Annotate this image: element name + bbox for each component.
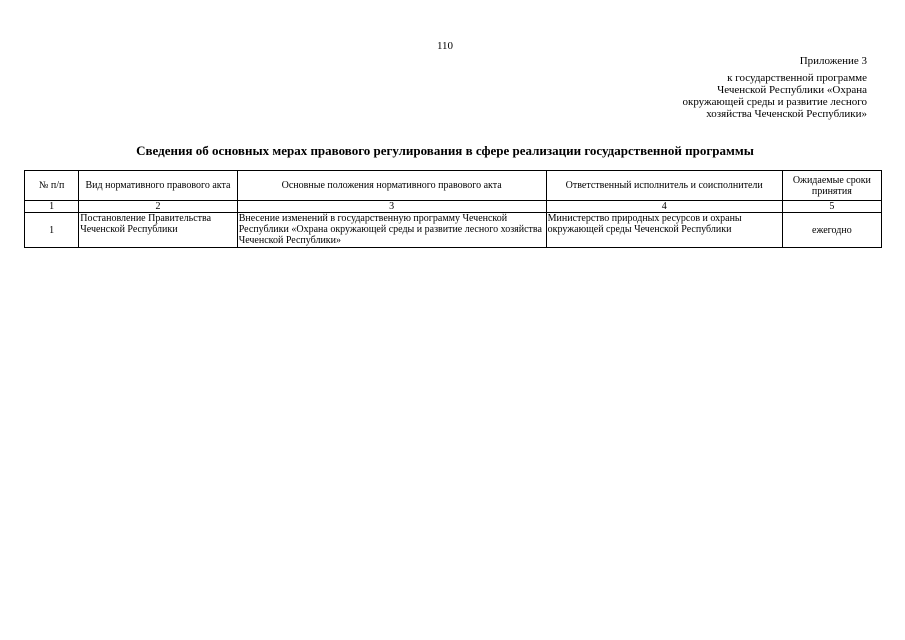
header-deadline: Ожидаемые сроки принятия xyxy=(782,171,881,201)
table-row xyxy=(25,213,882,248)
cell-deadline: ежегодно xyxy=(782,213,881,248)
appendix-subtitle xyxy=(607,72,867,120)
appendix-subtitle-line: к государственной программе xyxy=(727,72,867,84)
column-number-row xyxy=(25,201,882,213)
appendix-subtitle-line: хозяйства Чеченской Республики» xyxy=(706,108,867,120)
cell-act-type: Постановление Правительства Чеченской Республики xyxy=(79,213,237,248)
appendix-subtitle-line: окружающей среды и развитие лесного xyxy=(682,96,867,108)
appendix-subtitle-line: Чеченской Республики «Охрана xyxy=(717,84,867,96)
regulation-table xyxy=(24,170,882,248)
header-number: № п/п xyxy=(25,171,79,201)
page-number: 110 xyxy=(436,40,454,52)
column-number: 5 xyxy=(782,201,881,213)
document-title: Сведения об основных мерах правового регулирования в сфере реализации государственной программы xyxy=(136,143,754,158)
column-number: 4 xyxy=(546,201,782,213)
table-header-row xyxy=(25,171,882,201)
cell-number: 1 xyxy=(25,213,79,248)
header-act-type: Вид нормативного правового акта xyxy=(79,171,237,201)
appendix-title: Приложение 3 xyxy=(799,55,867,67)
header-responsible: Ответственный исполнитель и соисполнители xyxy=(546,171,782,201)
column-number: 3 xyxy=(237,201,546,213)
header-provisions: Основные положения нормативного правового акта xyxy=(237,171,546,201)
column-number: 2 xyxy=(79,201,237,213)
cell-responsible: Министерство природных ресурсов и охраны окружающей среды Чеченской Республики xyxy=(546,213,782,248)
column-number: 1 xyxy=(25,201,79,213)
cell-provisions: Внесение изменений в государственную программу Чеченской Республики «Охрана окружающей среды и развитие лесного хозяйства Чеченской Республики» xyxy=(237,213,546,248)
